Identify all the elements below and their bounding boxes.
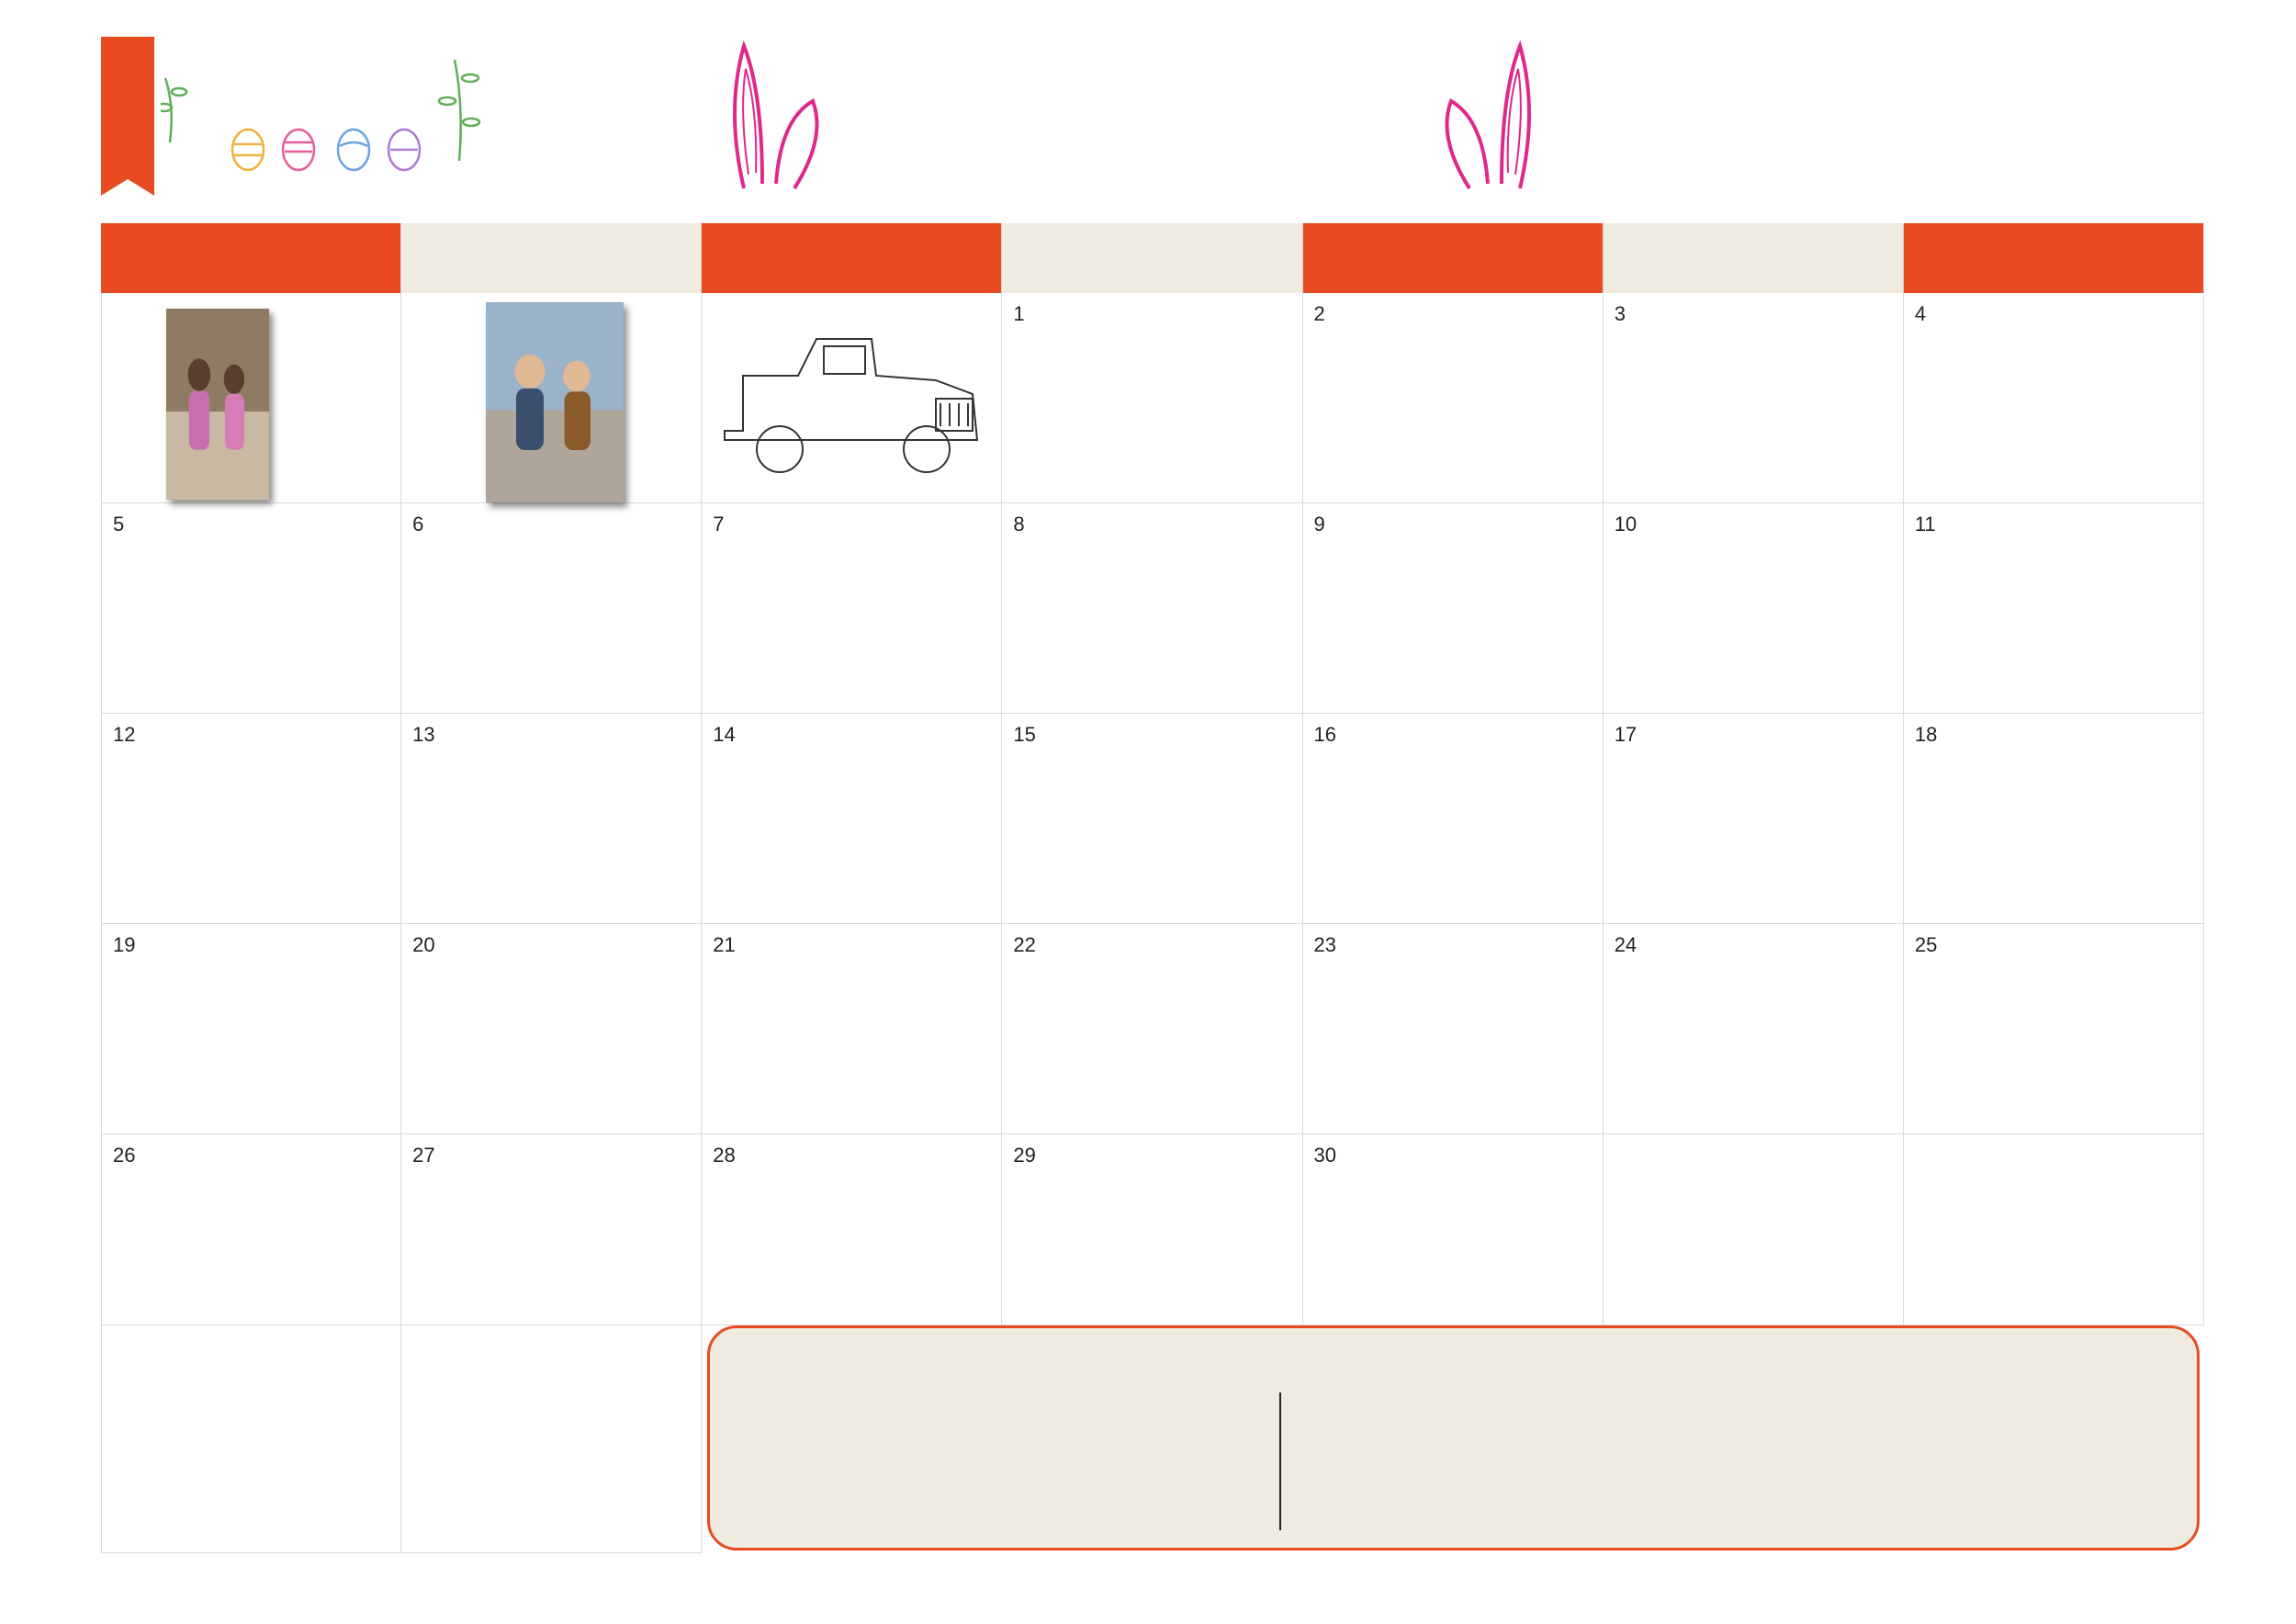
day-cell-29: [1002, 1134, 1302, 1325]
date-number: 6: [412, 513, 424, 536]
date-number: 4: [1914, 302, 1927, 325]
day-cell-16: [1303, 714, 1604, 924]
day-cell-2: [1303, 293, 1604, 503]
date-number: 21: [713, 933, 736, 956]
date-number: 19: [113, 933, 136, 956]
date-number: 16: [1313, 723, 1337, 746]
date-number: 13: [412, 723, 435, 746]
day-header-tuesday: [702, 223, 1002, 293]
year-ribbon: [101, 37, 154, 179]
day-cell-17: [1604, 714, 1904, 924]
date-number: 28: [713, 1144, 736, 1167]
bunny-ears-icon: [1433, 37, 1538, 193]
day-header-monday: [401, 223, 702, 293]
date-number: 18: [1914, 723, 1938, 746]
floral-egg-illustration: [161, 51, 491, 175]
day-cell-26: [101, 1134, 401, 1325]
info-panel: [707, 1325, 2200, 1551]
photo-family-dog: [486, 302, 624, 502]
date-number: 3: [1614, 302, 1626, 325]
day-cell-4: [1904, 293, 2204, 503]
date-number: 5: [113, 513, 125, 536]
day-cell-8: [1002, 503, 1302, 714]
day-cell-9: [1303, 503, 1604, 714]
date-number: 15: [1013, 723, 1036, 746]
day-cell-20: [401, 924, 702, 1134]
day-cell-5: [101, 503, 401, 714]
day-cell-10: [1604, 503, 1904, 714]
date-number: 9: [1313, 513, 1325, 536]
color-legend: [710, 1345, 2197, 1361]
day-cell-30: [1303, 1134, 1604, 1325]
date-number: 20: [412, 933, 435, 956]
date-number: 17: [1614, 723, 1638, 746]
day-cell-25: [1904, 924, 2204, 1134]
date-number: 12: [113, 723, 136, 746]
day-cell-27: [401, 1134, 702, 1325]
date-number: 1: [1013, 302, 1025, 325]
day-cell-6: [401, 503, 702, 714]
divider: [1279, 1393, 1281, 1530]
date-number: 27: [412, 1144, 435, 1167]
day-cell-21: [702, 924, 1002, 1134]
year-label: [101, 37, 154, 179]
date-number: 8: [1013, 513, 1025, 536]
day-cell-18: [1904, 714, 2204, 924]
day-cell-28: [702, 1134, 1002, 1325]
date-number: 29: [1013, 1144, 1036, 1167]
photo-cell: [101, 1325, 401, 1553]
day-header-friday: [1604, 223, 1904, 293]
day-cell-22: [1002, 924, 1302, 1134]
photo-cell: [401, 1325, 702, 1553]
date-number: 30: [1313, 1144, 1337, 1167]
day-cell-1: [1002, 293, 1302, 503]
day-cell-11: [1904, 503, 2204, 714]
vintage-truck-illustration: [715, 321, 991, 486]
day-cell-19: [101, 924, 401, 1134]
day-cell-7: [702, 503, 1002, 714]
date-number: 22: [1013, 933, 1036, 956]
date-number: 25: [1914, 933, 1938, 956]
day-header-sunday: [101, 223, 401, 293]
date-number: 10: [1614, 513, 1638, 536]
day-cell-23: [1303, 924, 1604, 1134]
date-number: 7: [713, 513, 725, 536]
date-number: 11: [1914, 513, 1936, 536]
date-number: 2: [1313, 302, 1325, 325]
day-cell-14: [702, 714, 1002, 924]
date-number: 14: [713, 723, 736, 746]
day-cell-15: [1002, 714, 1302, 924]
day-cell-12: [101, 714, 401, 924]
bunny-ears-icon: [726, 37, 831, 193]
photo-kids-skating: [166, 309, 269, 500]
day-header-wednesday: [1002, 223, 1302, 293]
day-cell-13: [401, 714, 702, 924]
day-cell-24: [1604, 924, 1904, 1134]
empty-cell: [401, 293, 702, 503]
empty-cell: [702, 293, 1002, 503]
date-number: 23: [1313, 933, 1337, 956]
empty-cell: [101, 293, 401, 503]
day-cell-3: [1604, 293, 1904, 503]
date-number: 24: [1614, 933, 1638, 956]
date-number: 26: [113, 1144, 136, 1167]
empty-cell: [1604, 1134, 1904, 1325]
empty-cell: [1904, 1134, 2204, 1325]
day-header-saturday: [1904, 223, 2204, 293]
day-header-thursday: [1303, 223, 1604, 293]
